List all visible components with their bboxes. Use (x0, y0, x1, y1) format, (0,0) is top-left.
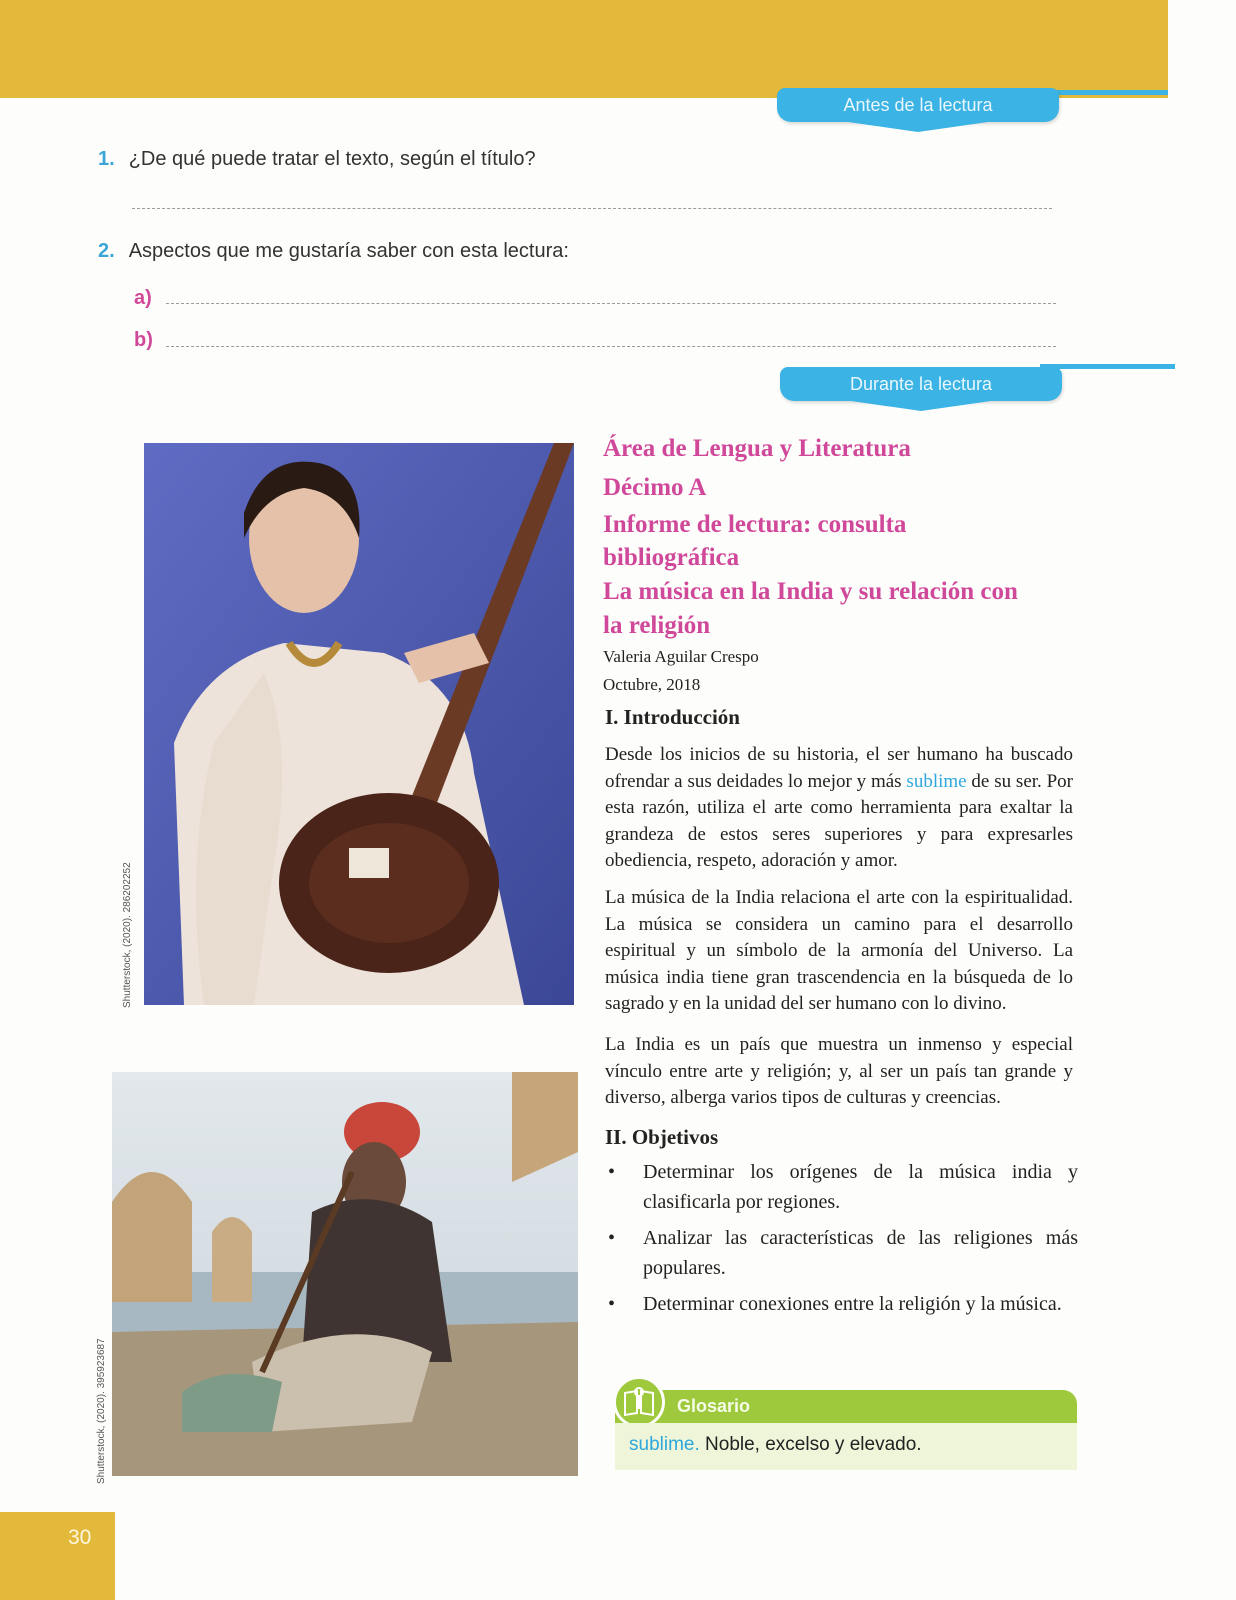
book-key-icon (613, 1376, 665, 1428)
paragraph-3: La India es un país que muestra un inmenso y especial vínculo entre arte y religión; y, al ser un país tan grande y diverso, alberga varios tipos de culturas y creencias. (605, 1034, 1073, 1108)
section-introduction: I. Introducción (605, 705, 740, 729)
glossary-body (615, 1423, 1077, 1470)
report-area: Área de Lengua y Literatura (603, 435, 911, 462)
tab-before-reading: Antes de la lectura (777, 88, 1059, 122)
photo-man-instrument (112, 1072, 578, 1476)
report-type-line2: bibliográfica (603, 544, 740, 571)
report-grade: Décimo A (603, 474, 707, 501)
question-1 (98, 148, 536, 171)
top-color-band (0, 0, 1168, 98)
list-item (608, 1223, 1078, 1283)
objective-text: Determinar conexiones entre la religión y la música. (643, 1293, 1062, 1315)
question-2 (98, 240, 569, 263)
paragraph-1-end: de su ser. Por esta razón, utiliza el arte como herramienta para exaltar la grandeza de estos seres superiores y para expresarles obediencia, respeto, adoración y amor. (605, 770, 1074, 871)
bullet-icon: • (608, 1161, 616, 1183)
mid-accent-line (1040, 364, 1175, 369)
paragraph-2: La música de la India relaciona el arte con la espiritualidad. La música se considera un camino para el desarrollo espiritual y un símbolo de la armonía del Universo. La música india tiene gran trascendencia en la búsqueda de lo sagrado y en la unidad del ser humano con lo divino. (605, 887, 1073, 1014)
question-2-text: Aspectos que me gustaría saber con esta lectura: (128, 240, 569, 262)
top-accent-line (1040, 90, 1168, 95)
photo-credit-1: Shutterstock, (2020). 286202252 (122, 862, 133, 1008)
bullet-icon: • (608, 1227, 616, 1249)
report-title-line1: La música en la India y su relación con (603, 578, 1018, 605)
glossary-title: Glosario (677, 1396, 751, 1416)
man-instrument-illustration (112, 1072, 578, 1476)
glossary-term: sublime. (629, 1434, 700, 1455)
question-1-number: 1. (98, 148, 115, 170)
question-2-number: 2. (98, 240, 115, 262)
page-number-box (0, 1512, 115, 1600)
page-number: 30 (68, 1526, 92, 1549)
answer-line-a[interactable] (166, 303, 1056, 304)
photo-woman-sitar (144, 443, 574, 1005)
paragraph-1 (605, 742, 1073, 875)
report-type-line1: Informe de lectura: consulta (603, 511, 907, 538)
report-author: Valeria Aguilar Crespo (603, 647, 759, 666)
woman-sitar-illustration (144, 443, 574, 1005)
answer-line-1[interactable] (132, 208, 1052, 209)
tab-during-reading: Durante la lectura (780, 367, 1062, 401)
section-objectives: II. Objetivos (605, 1125, 719, 1149)
glossary-header (615, 1390, 1077, 1423)
objectives-list (608, 1157, 1078, 1325)
option-a-label: a) (134, 287, 152, 309)
answer-line-b[interactable] (166, 346, 1056, 347)
objective-text: Analizar las características de las religiones más populares. (643, 1227, 1078, 1279)
report-title-line2: la religión (603, 612, 711, 639)
glossary-definition: Noble, excelso y elevado. (699, 1434, 922, 1455)
list-item (608, 1289, 1078, 1319)
glossary-box (615, 1390, 1077, 1470)
photo-credit-2: Shutterstock, (2020). 395923687 (96, 1338, 107, 1484)
question-1-text: ¿De qué puede tratar el texto, según el título? (128, 148, 536, 170)
glossary-term-link[interactable]: sublime (906, 770, 967, 792)
list-item (608, 1157, 1078, 1217)
objective-text: Determinar los orígenes de la música india y clasificarla por regiones. (643, 1161, 1078, 1213)
option-b-label: b) (134, 329, 153, 351)
paragraph-1-start: Desde los inicios de su historia, el ser humano ha buscado ofrendar a sus deidades lo mejor y más (605, 744, 1073, 792)
report-date: Octubre, 2018 (603, 675, 701, 694)
bullet-icon: • (608, 1293, 616, 1315)
